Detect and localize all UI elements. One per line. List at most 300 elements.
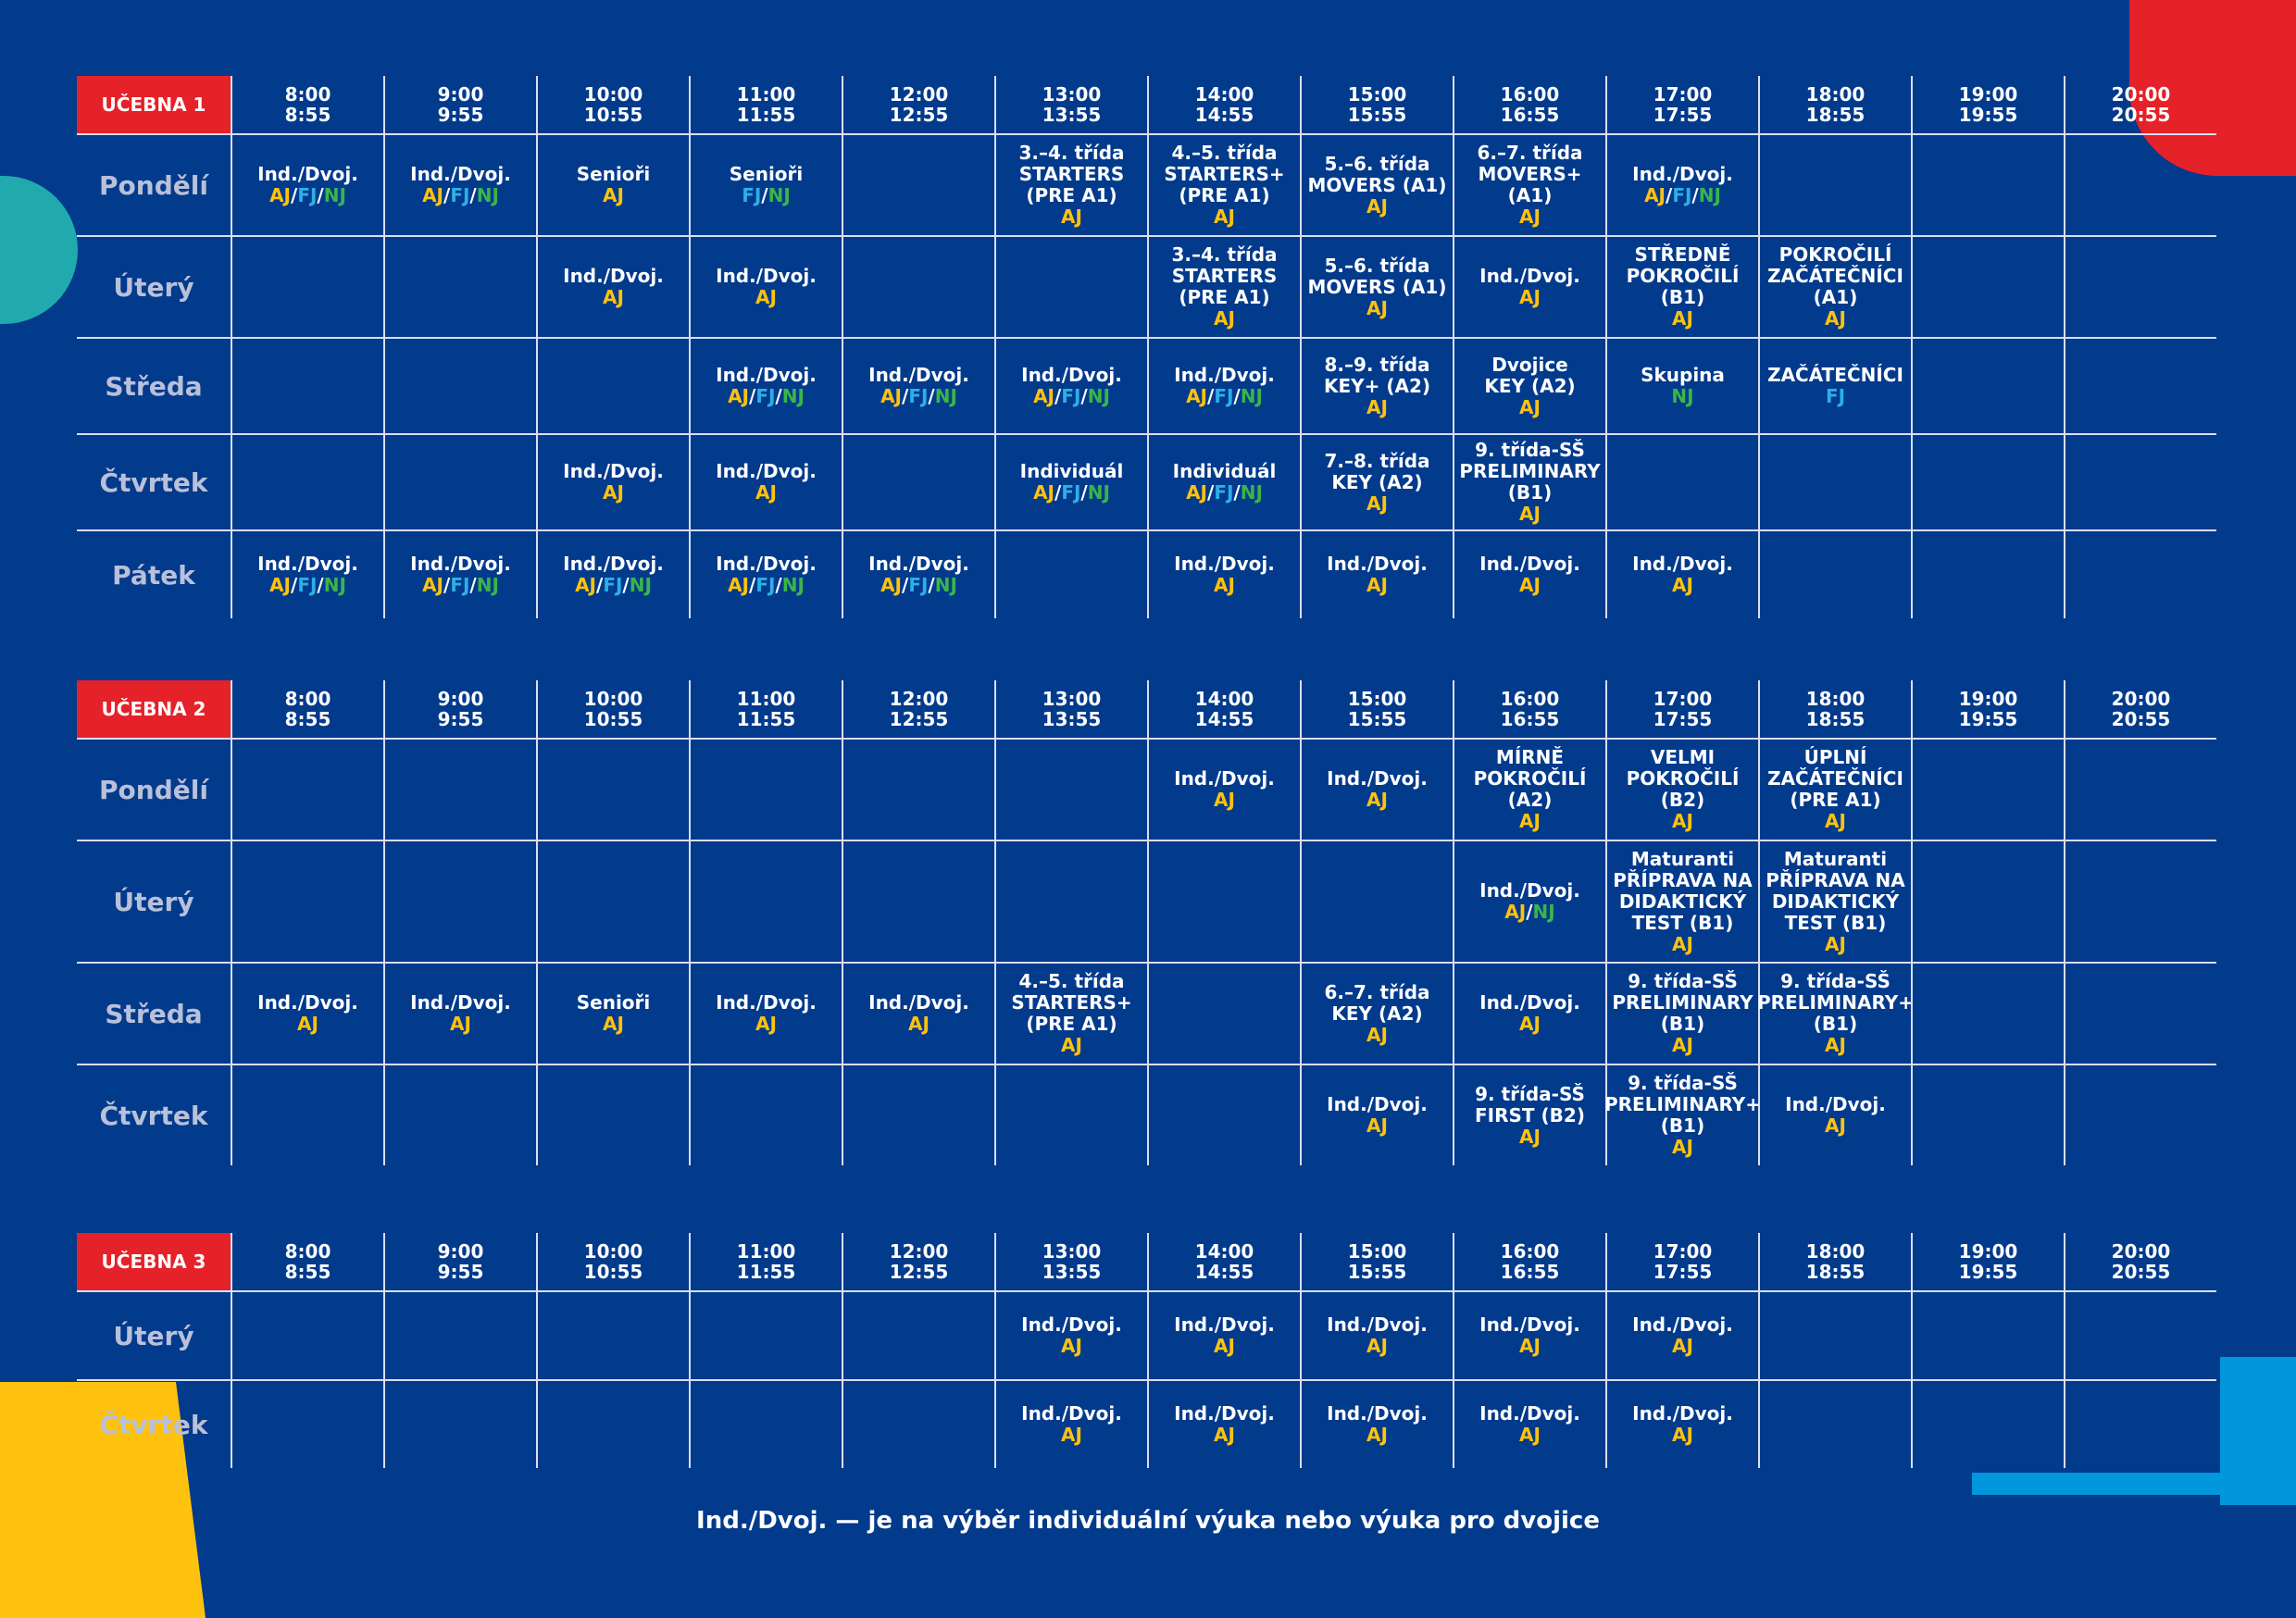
lesson-title-line: MOVERS (A1)	[1307, 275, 1447, 298]
lesson-languages	[1672, 934, 1693, 955]
empty-cell	[2064, 339, 2216, 433]
language-code: NJ	[476, 574, 499, 596]
empty-cell	[231, 1381, 383, 1468]
lesson-title-line: 5.–6. třída	[1324, 254, 1430, 277]
lesson-languages	[755, 287, 777, 308]
time-start: 10:00	[583, 83, 643, 106]
lesson-languages	[1214, 575, 1235, 596]
lesson-title-line: Ind./Dvoj.	[257, 163, 358, 185]
empty-cell	[842, 237, 994, 337]
day-row	[77, 235, 2216, 337]
empty-cell	[842, 740, 994, 840]
empty-cell	[689, 1381, 842, 1468]
lesson-cell	[1453, 964, 1605, 1064]
lesson-title-line: Ind./Dvoj.	[1479, 265, 1580, 287]
lesson-cell	[1300, 435, 1453, 529]
lesson-title-line: TEST (B1)	[1631, 911, 1734, 934]
empty-cell	[1911, 841, 2064, 962]
language-code: AJ	[1825, 1034, 1846, 1056]
lesson-languages	[1519, 504, 1541, 525]
time-end: 20:55	[2111, 104, 2171, 126]
lesson-languages	[755, 1014, 777, 1035]
language-separator: /	[1526, 901, 1533, 923]
time-end: 13:55	[1042, 1261, 1102, 1283]
time-slot-header	[1605, 680, 1758, 738]
lesson-languages	[603, 482, 624, 504]
empty-cell	[2064, 237, 2216, 337]
empty-cell	[1911, 1381, 2064, 1468]
lesson-languages	[1671, 386, 1693, 407]
lesson-title-line: Senioři	[576, 163, 651, 185]
lesson-title-line: ZAČÁTEČNÍCI	[1767, 265, 1903, 287]
empty-cell	[231, 1292, 383, 1379]
lesson-languages	[450, 1014, 471, 1035]
lesson-title-line: Ind./Dvoj.	[1174, 1313, 1275, 1336]
time-slot-header	[994, 1233, 1147, 1290]
language-code: NJ	[1087, 385, 1110, 407]
lesson-title-line: Ind./Dvoj.	[1021, 1402, 1122, 1425]
day-label: Úterý	[113, 271, 194, 303]
empty-cell	[2064, 435, 2216, 529]
language-code: FJ	[755, 385, 776, 407]
time-start: 14:00	[1194, 1240, 1254, 1263]
empty-cell	[231, 237, 383, 337]
lesson-title-line: 9. třída-SŠ	[1780, 970, 1890, 992]
lesson-title-line: Ind./Dvoj.	[1021, 364, 1122, 386]
time-start: 18:00	[1805, 688, 1866, 710]
language-code: AJ	[422, 574, 443, 596]
time-start: 11:00	[736, 688, 796, 710]
time-slot-header	[536, 76, 689, 133]
lesson-cell	[1758, 237, 1911, 337]
time-start: 14:00	[1194, 688, 1254, 710]
language-separator: /	[443, 184, 451, 206]
time-start: 16:00	[1500, 1240, 1560, 1263]
empty-cell	[2064, 1381, 2216, 1468]
lesson-title-line: Ind./Dvoj.	[716, 265, 817, 287]
lesson-cell	[1605, 740, 1758, 840]
lesson-languages	[1033, 386, 1110, 407]
lesson-languages	[1366, 575, 1388, 596]
lesson-title-line: Senioři	[576, 991, 651, 1014]
lesson-title-line: Ind./Dvoj.	[1632, 1313, 1733, 1336]
time-slot-header	[536, 680, 689, 738]
language-code: AJ	[1214, 1335, 1235, 1357]
lesson-title-line: Ind./Dvoj.	[257, 991, 358, 1014]
language-code: FJ	[450, 574, 470, 596]
empty-cell	[383, 740, 536, 840]
empty-cell	[1147, 964, 1300, 1064]
lesson-cell	[1147, 135, 1300, 235]
lesson-title-line: Ind./Dvoj.	[410, 163, 511, 185]
lesson-title-line: Ind./Dvoj.	[410, 553, 511, 575]
time-end: 17:55	[1653, 708, 1713, 730]
lesson-languages	[1825, 1035, 1846, 1056]
empty-cell	[994, 237, 1147, 337]
lesson-title-line: MOVERS (A1)	[1307, 173, 1447, 196]
lesson-languages	[1186, 386, 1263, 407]
lesson-languages	[1366, 196, 1388, 218]
time-end: 9:55	[437, 104, 484, 126]
empty-cell	[1911, 1292, 2064, 1379]
lesson-languages	[1644, 185, 1721, 206]
time-end: 16:55	[1500, 708, 1560, 730]
language-code: NJ	[323, 184, 346, 206]
language-code: AJ	[755, 481, 777, 504]
lesson-title-line: 3.–4. třída	[1018, 142, 1125, 164]
lesson-cell	[1453, 1381, 1605, 1468]
language-code: NJ	[1240, 481, 1263, 504]
lesson-title-line: 9. třída-SŠ	[1628, 970, 1738, 992]
language-code: AJ	[1519, 810, 1541, 832]
lesson-languages	[728, 575, 805, 596]
empty-cell	[2064, 1292, 2216, 1379]
lesson-cell	[689, 964, 842, 1064]
language-separator: /	[775, 574, 782, 596]
lesson-languages	[1672, 1336, 1693, 1357]
language-code: AJ	[1519, 1335, 1541, 1357]
language-code: FJ	[450, 184, 470, 206]
language-code: AJ	[1672, 810, 1693, 832]
lesson-languages	[603, 185, 624, 206]
language-separator: /	[902, 385, 909, 407]
language-separator: /	[749, 574, 756, 596]
time-end: 15:55	[1347, 1261, 1407, 1283]
lesson-title-line: STARTERS+	[1164, 163, 1285, 185]
lesson-title-line: Ind./Dvoj.	[1327, 1402, 1428, 1425]
lesson-title-line: Ind./Dvoj.	[868, 991, 969, 1014]
language-code: AJ	[1366, 492, 1388, 515]
language-separator: /	[291, 574, 298, 596]
lesson-cell	[1300, 1381, 1453, 1468]
empty-cell	[231, 740, 383, 840]
language-code: AJ	[450, 1013, 471, 1035]
lesson-cell	[1758, 740, 1911, 840]
lesson-cell	[1147, 435, 1300, 529]
lesson-title-line: (PRE A1)	[1026, 1013, 1117, 1035]
time-end: 14:55	[1194, 1261, 1254, 1283]
language-code: AJ	[1061, 1034, 1082, 1056]
time-slot-header	[1147, 76, 1300, 133]
empty-cell	[383, 237, 536, 337]
lesson-languages	[269, 185, 346, 206]
lesson-languages	[1366, 790, 1388, 811]
empty-cell	[231, 841, 383, 962]
lesson-title-line: 4.–5. třída	[1018, 970, 1125, 992]
language-separator: /	[1207, 481, 1215, 504]
lesson-title-line: 9. třída-SŠ	[1628, 1072, 1738, 1094]
lesson-cell	[1758, 841, 1911, 962]
time-slot-header	[689, 76, 842, 133]
lesson-title-line: Ind./Dvoj.	[716, 991, 817, 1014]
lesson-title-line: Dvojice	[1491, 353, 1568, 376]
language-code: FJ	[742, 184, 762, 206]
time-start: 8:00	[284, 83, 331, 106]
lesson-title-line: Ind./Dvoj.	[1327, 553, 1428, 575]
lesson-title-line: Ind./Dvoj.	[410, 991, 511, 1014]
lesson-title-line: VELMI	[1650, 746, 1716, 768]
language-code: AJ	[1214, 205, 1235, 228]
lesson-cell	[994, 435, 1147, 529]
lesson-title-line: 5.–6. třída	[1324, 152, 1430, 175]
language-separator: /	[928, 574, 935, 596]
lesson-languages	[880, 575, 957, 596]
empty-cell	[994, 740, 1147, 840]
language-code: AJ	[880, 574, 902, 596]
lesson-title-line: 9. třída-SŠ	[1475, 1082, 1585, 1105]
lesson-languages	[908, 1014, 930, 1035]
time-start: 13:00	[1042, 688, 1102, 710]
day-label: Úterý	[113, 886, 194, 917]
lesson-languages	[422, 185, 499, 206]
time-slot-header	[536, 1233, 689, 1290]
empty-cell	[383, 435, 536, 529]
lesson-title-line: Skupina	[1641, 364, 1725, 386]
lesson-cell	[1147, 1292, 1300, 1379]
time-end: 16:55	[1500, 104, 1560, 126]
language-code: FJ	[1061, 481, 1081, 504]
lesson-languages	[1672, 308, 1693, 330]
time-end: 11:55	[736, 708, 796, 730]
lesson-cell	[1453, 740, 1605, 840]
language-code: NJ	[323, 574, 346, 596]
lesson-languages	[1366, 397, 1388, 418]
language-code: AJ	[422, 184, 443, 206]
language-code: AJ	[1519, 286, 1541, 308]
lesson-languages	[1672, 1425, 1693, 1446]
empty-cell	[842, 841, 994, 962]
time-start: 16:00	[1500, 83, 1560, 106]
lesson-title-line: Individuál	[1172, 460, 1277, 482]
time-slot-header	[1911, 76, 2064, 133]
lesson-title-line: Ind./Dvoj.	[1174, 364, 1275, 386]
day-label: Čtvrtek	[99, 1409, 208, 1440]
time-slot-header	[1147, 680, 1300, 738]
lesson-cell	[842, 964, 994, 1064]
lesson-languages	[742, 185, 791, 206]
empty-cell	[231, 339, 383, 433]
time-end: 10:55	[583, 104, 643, 126]
lesson-title-line: DIDAKTICKÝ	[1618, 890, 1747, 913]
lesson-cell	[1453, 339, 1605, 433]
language-code: AJ	[755, 286, 777, 308]
time-slot-header	[994, 76, 1147, 133]
lesson-title-line: KEY (A2)	[1331, 1002, 1423, 1025]
language-code: AJ	[1825, 1114, 1846, 1137]
lesson-title-line: POKROČILÍ	[1473, 767, 1587, 790]
lesson-languages	[1519, 206, 1541, 228]
language-code: AJ	[1214, 789, 1235, 811]
time-slot-header	[1300, 1233, 1453, 1290]
time-end: 13:55	[1042, 104, 1102, 126]
language-separator: /	[775, 385, 782, 407]
language-code: AJ	[1366, 1114, 1388, 1137]
lesson-cell	[1605, 135, 1758, 235]
language-code: AJ	[1186, 481, 1207, 504]
lesson-cell	[536, 237, 689, 337]
day-label: Úterý	[113, 1320, 194, 1351]
time-slot-header	[1911, 680, 2064, 738]
empty-cell	[2064, 531, 2216, 618]
time-start: 15:00	[1347, 1240, 1407, 1263]
language-separator: /	[928, 385, 935, 407]
empty-cell	[536, 1292, 689, 1379]
day-row	[77, 962, 2216, 1064]
empty-cell	[383, 1292, 536, 1379]
lesson-cell	[1453, 435, 1605, 529]
lesson-cell	[689, 339, 842, 433]
lesson-cell	[1147, 740, 1300, 840]
time-start: 16:00	[1500, 688, 1560, 710]
day-row	[77, 337, 2216, 433]
language-code: AJ	[1366, 1424, 1388, 1446]
language-code: AJ	[1519, 1424, 1541, 1446]
lesson-title-line: 7.–8. třída	[1324, 449, 1430, 472]
lesson-title-line: Ind./Dvoj.	[1632, 163, 1733, 185]
lesson-languages	[603, 1014, 624, 1035]
time-start: 13:00	[1042, 1240, 1102, 1263]
lesson-cell	[1605, 841, 1758, 962]
lesson-languages	[1214, 206, 1235, 228]
lesson-languages	[1214, 1425, 1235, 1446]
lesson-title-line: (B1)	[1660, 1114, 1705, 1137]
lesson-title-line: PRELIMINARY	[1612, 991, 1753, 1014]
schedule-table-room-3	[77, 1233, 2216, 1468]
time-end: 13:55	[1042, 708, 1102, 730]
empty-cell	[1911, 237, 2064, 337]
lesson-title-line: Ind./Dvoj.	[1174, 1402, 1275, 1425]
language-separator: /	[1233, 385, 1241, 407]
lesson-languages	[1672, 811, 1693, 832]
time-slot-header	[2064, 1233, 2216, 1290]
language-code: AJ	[1366, 194, 1388, 218]
lesson-title-line: ZAČÁTEČNÍCI	[1767, 767, 1903, 790]
time-end: 18:55	[1805, 1261, 1866, 1283]
time-slot-header	[842, 1233, 994, 1290]
empty-cell	[383, 841, 536, 962]
lesson-title-line: FIRST (B2)	[1475, 1103, 1585, 1126]
lesson-title-line: Ind./Dvoj.	[1021, 1313, 1122, 1336]
time-slot-header	[1453, 1233, 1605, 1290]
language-code: AJ	[1061, 1424, 1082, 1446]
lesson-title-line: KEY+ (A2)	[1323, 374, 1431, 397]
language-code: AJ	[1644, 184, 1666, 206]
time-end: 11:55	[736, 1261, 796, 1283]
time-slot-header	[231, 76, 383, 133]
lesson-languages	[755, 482, 777, 504]
language-code: NJ	[476, 184, 499, 206]
lesson-title-line: Ind./Dvoj.	[1479, 991, 1580, 1014]
lesson-languages	[1519, 811, 1541, 832]
lesson-cell	[1300, 531, 1453, 618]
lesson-languages	[1504, 902, 1554, 923]
language-code: FJ	[297, 574, 318, 596]
language-code: AJ	[1519, 1125, 1541, 1148]
lesson-languages	[1519, 1014, 1541, 1035]
empty-cell	[1911, 135, 2064, 235]
language-code: AJ	[1519, 1013, 1541, 1035]
language-separator: /	[291, 184, 298, 206]
lesson-languages	[1519, 1126, 1541, 1148]
language-code: AJ	[1672, 932, 1693, 955]
day-label: Čtvrtek	[99, 1100, 208, 1131]
lesson-cell	[1453, 237, 1605, 337]
lesson-cell	[383, 135, 536, 235]
lesson-title-line: (PRE A1)	[1790, 789, 1881, 811]
day-row	[77, 738, 2216, 840]
language-code: AJ	[297, 1013, 318, 1035]
lesson-cell	[231, 531, 383, 618]
empty-cell	[383, 1381, 536, 1468]
day-label: Středa	[105, 370, 203, 402]
lesson-cell	[994, 339, 1147, 433]
language-code: AJ	[880, 385, 902, 407]
time-slot-header	[689, 1233, 842, 1290]
lesson-languages	[1366, 1425, 1388, 1446]
lesson-cell	[231, 135, 383, 235]
empty-cell	[536, 1065, 689, 1165]
language-separator: /	[749, 385, 756, 407]
time-end: 12:55	[889, 104, 949, 126]
day-row	[77, 1064, 2216, 1165]
time-slot-header	[1758, 680, 1911, 738]
language-code: AJ	[1366, 395, 1388, 418]
time-slot-header	[2064, 680, 2216, 738]
lesson-title-line: Ind./Dvoj.	[1479, 1313, 1580, 1336]
empty-cell	[231, 1065, 383, 1165]
lesson-languages	[1825, 934, 1846, 955]
empty-cell	[1758, 531, 1911, 618]
lesson-cell	[1453, 531, 1605, 618]
empty-cell	[994, 1065, 1147, 1165]
empty-cell	[231, 435, 383, 529]
language-code: AJ	[603, 1013, 624, 1035]
language-code: AJ	[1519, 395, 1541, 418]
language-code: AJ	[1366, 296, 1388, 319]
time-slot-header	[383, 1233, 536, 1290]
lesson-cell	[1605, 237, 1758, 337]
time-start: 15:00	[1347, 688, 1407, 710]
lesson-title-line: Individuál	[1019, 460, 1124, 482]
day-row	[77, 1290, 2216, 1379]
time-start: 19:00	[1958, 1240, 2018, 1263]
time-start: 9:00	[437, 1240, 484, 1263]
language-code: AJ	[1214, 307, 1235, 330]
time-slot-header	[1300, 76, 1453, 133]
language-separator: /	[902, 574, 909, 596]
lesson-cell	[842, 531, 994, 618]
time-slot-header	[2064, 76, 2216, 133]
language-code: AJ	[1061, 1335, 1082, 1357]
lesson-title-line: Ind./Dvoj.	[1327, 1313, 1428, 1336]
language-separator: /	[469, 184, 477, 206]
language-code: FJ	[1672, 184, 1692, 206]
lesson-title-line: Ind./Dvoj.	[868, 364, 969, 386]
empty-cell	[1758, 1292, 1911, 1379]
lesson-title-line: STŘEDNĚ	[1634, 243, 1731, 266]
lesson-title-line: Ind./Dvoj.	[563, 265, 664, 287]
lesson-languages	[1672, 575, 1693, 596]
language-code: AJ	[603, 184, 624, 206]
language-code: NJ	[934, 574, 957, 596]
empty-cell	[2064, 135, 2216, 235]
time-end: 19:55	[1958, 1261, 2018, 1283]
lesson-languages	[880, 386, 957, 407]
language-code: AJ	[1519, 574, 1541, 596]
language-code: FJ	[1214, 481, 1234, 504]
lesson-title-line: POKROČILÍ	[1626, 767, 1740, 790]
lesson-cell	[1605, 1292, 1758, 1379]
